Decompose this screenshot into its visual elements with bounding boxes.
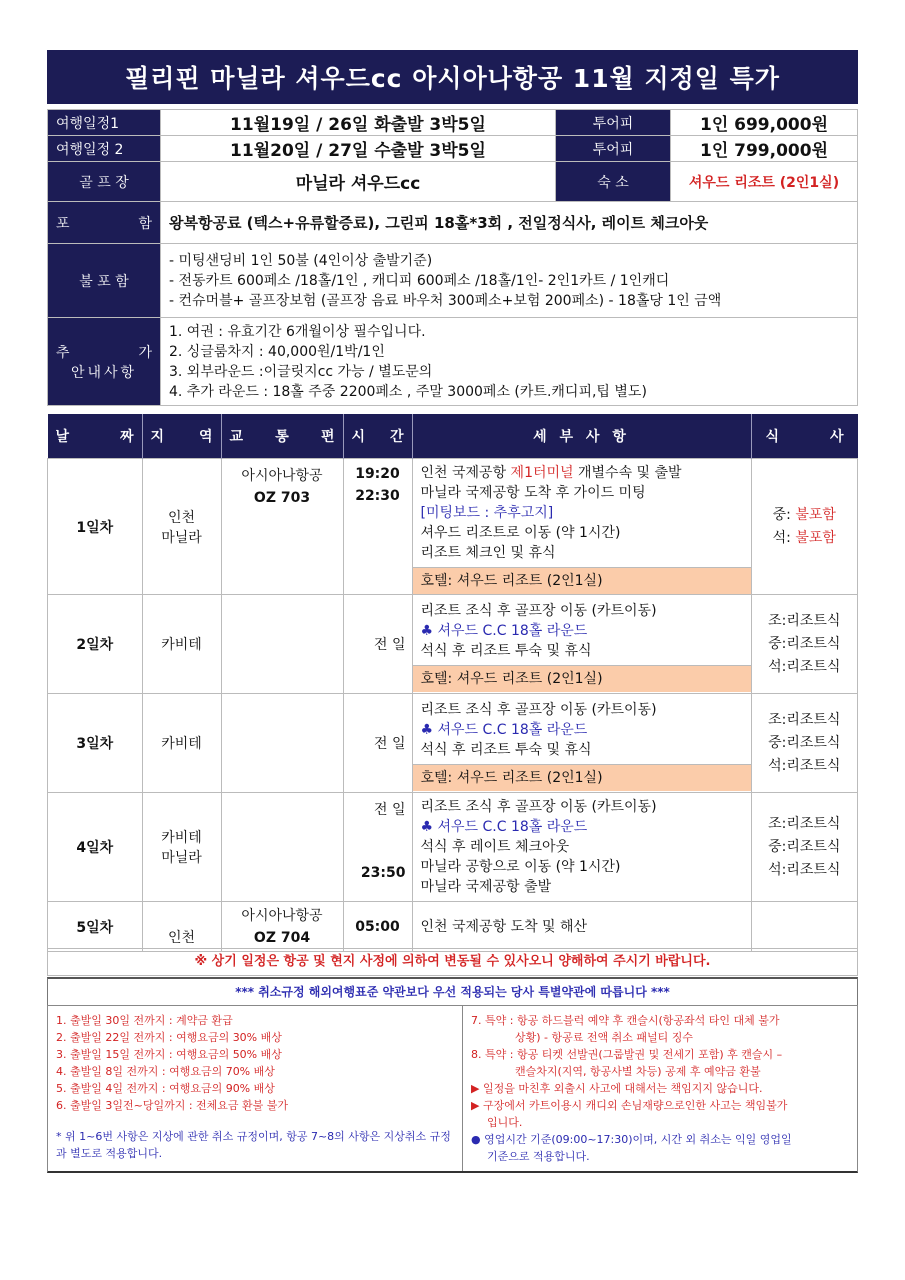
meals: 조:리조트식 중:리조트식 석:리조트식 xyxy=(751,793,858,902)
header-time: 시 간 xyxy=(343,414,412,459)
region: 인천 마닐라 xyxy=(142,459,221,595)
region: 인천 xyxy=(142,902,221,952)
meals: 조:리조트식 중:리조트식 석:리조트식 xyxy=(751,595,858,694)
extra-item: 3. 외부라운드 :이글릿지cc 가능 / 별도문의 xyxy=(169,363,433,380)
itinerary-table xyxy=(47,414,858,952)
transport xyxy=(221,793,343,902)
day-label: 3일차 xyxy=(48,694,143,793)
extra-item: 2. 싱글룸차지 : 40,000원/1박/1인 xyxy=(169,343,385,360)
schedule-change-notice: ※ 상기 일정은 항공 및 현지 사정에 의하여 변동될 수 있사오니 양해하여 주시기 바랍니다. xyxy=(47,948,858,976)
golf-value: 마닐라 셔우드cc xyxy=(161,162,556,202)
cancel-rule: 5. 출발일 4일 전까지 : 여행요금의 90% 배상 xyxy=(56,1082,275,1095)
exclude-label: 불 포 함 xyxy=(48,244,161,318)
details: 인천 국제공항 도착 및 해산 xyxy=(412,902,751,952)
day-label: 4일차 xyxy=(48,793,143,902)
time: 전 일 xyxy=(343,694,412,793)
cancellation-banner: *** 취소규정 해외여행표준 약관보다 우선 적용되는 당사 특별약관에 따릅니다 *** xyxy=(47,977,858,1006)
extra-item: 4. 추가 라운드 : 18홀 주중 2200페소 , 주말 3000페소 (카트.캐디피,팁 별도) xyxy=(169,383,647,400)
table-row xyxy=(48,595,858,694)
cancel-rule: 4. 출발일 8일 전까지 : 여행요금의 70% 배상 xyxy=(56,1065,275,1078)
day-label: 1일차 xyxy=(48,459,143,595)
details: 리조트 조식 후 골프장 이동 (카트이동) ♣ 셔우드 C.C 18홀 라운드 석식 후 리조트 투숙 및 휴식 호텔: 셔우드 리조트 (2인1실) xyxy=(412,694,751,793)
exclude-list xyxy=(161,244,858,318)
transport xyxy=(221,694,343,793)
header-meals: 식 사 xyxy=(765,429,844,445)
include-label: 포 함 xyxy=(48,202,161,244)
header-transport: 교 통 편 xyxy=(221,414,343,459)
lodging-value: 셔우드 리조트 (2인1실) xyxy=(671,162,858,202)
exclude-item: - 전동카트 600페소 /18홀/1인 , 캐디피 600페소 /18홀/1인- 2인1카트 / 1인캐디 xyxy=(169,272,670,289)
trip-info-table xyxy=(47,109,858,406)
extra-info-label: 추 가 안내사항 xyxy=(48,318,161,406)
cancel-rule: 2. 출발일 22일 전까지 : 여행요금의 30% 배상 xyxy=(56,1031,282,1044)
schedule1-value: 11월19일 / 26일 화출발 3박5일 xyxy=(161,110,556,136)
transport xyxy=(221,595,343,694)
details: 리조트 조식 후 골프장 이동 (카트이동) ♣ 셔우드 C.C 18홀 라운드 석식 후 리조트 투숙 및 휴식 호텔: 셔우드 리조트 (2인1실) xyxy=(412,595,751,694)
cancel-note: * 위 1~6번 사항은 지상에 관한 취소 규정이며, 항공 7~8의 사항은 지상취소 규정과 별도로 적용합니다. xyxy=(56,1130,451,1160)
day-label: 5일차 xyxy=(48,902,143,952)
region: 카비테 마닐라 xyxy=(142,793,221,902)
include-value: 왕복항공료 (텍스+유류할증료), 그린피 18홀*3회 , 전일정식사, 레이트 체크아웃 xyxy=(161,202,858,244)
exclude-item: - 미팅샌딩비 1인 50불 (4인이상 출발기준) xyxy=(169,252,433,269)
region: 카비테 xyxy=(142,694,221,793)
meals xyxy=(751,902,858,952)
special-cancellation-rules: 7. 특약 : 항공 하드블럭 예약 후 캔슬시(항공좌석 타인 대체 불가 상황) - 항공료 전액 취소 패널티 징수 8. 특약 : 항공 티켓 선발권(그룹발권 및 전세기 포함) 후 캔슬시 – 캔슬차지(지역, 항공사별 차등) 공제 후 예약금 환불 ▶ 일정을 마친후 외출시 사고에 대해서는 책임지지 않습니다. ▶ 구장에서 카트이용시 캐디외 손님재량으로인한 사고는 책임불가 입니다. ● 영업시간 기준(09:00~17:30)이며, 시간 외 취소는 익일 영업일 기준으로 적용합니다. xyxy=(471,1014,792,1163)
transport: 아시아나항공 OZ 703 xyxy=(221,459,343,595)
header-region: 지 역 xyxy=(142,414,221,459)
cancel-rule: 1. 출발일 30일 전까지 : 계약금 환급 xyxy=(56,1014,233,1027)
region: 카비테 xyxy=(142,595,221,694)
hotel-note: 호텔: 셔우드 리조트 (2인1실) xyxy=(413,764,751,791)
table-row xyxy=(48,694,858,793)
fee2-label: 투어피 xyxy=(556,136,671,162)
golf-label: 골 프 장 xyxy=(48,162,161,202)
ground-cancellation-rules xyxy=(48,1006,463,1171)
extra-item: 1. 여권 : 유효기간 6개월이상 필수입니다. xyxy=(169,323,426,340)
schedule2-label: 여행일정 2 xyxy=(48,136,161,162)
cancel-rule: 6. 출발일 3일전~당일까지 : 전체요금 환불 불가 xyxy=(56,1099,289,1112)
details: 인천 국제공항 제1터미널 개별수속 및 출발 마닐라 국제공항 도착 후 가이드 미팅 [미팅보드 : 추후고지] 셔우드 리조트로 이동 (약 1시간) 리조트 체크인 및 휴식 호텔: 셔우드 리조트 (2인1실) xyxy=(412,459,751,595)
lodging-label: 숙 소 xyxy=(556,162,671,202)
hotel-note: 호텔: 셔우드 리조트 (2인1실) xyxy=(413,567,751,594)
fee1-label: 투어피 xyxy=(556,110,671,136)
day-label: 2일차 xyxy=(48,595,143,694)
header-date: 날 짜 xyxy=(48,414,143,459)
header-details: 세 부 사 항 xyxy=(412,414,751,459)
details: 리조트 조식 후 골프장 이동 (카트이동) ♣ 셔우드 C.C 18홀 라운드 석식 후 레이트 체크아웃 마닐라 공항으로 이동 (약 1시간) 마닐라 국제공항 출발 xyxy=(412,793,751,902)
meals: 중: 불포함 석: 불포함 xyxy=(751,459,858,595)
extra-info-list xyxy=(161,318,858,406)
cancellation-policy xyxy=(47,1005,858,1173)
table-row xyxy=(48,793,858,902)
fee1-value: 1인 699,000원 xyxy=(671,110,858,136)
transport: 아시아나항공 OZ 704 xyxy=(221,902,343,952)
exclude-item: - 컨슈머블+ 골프장보험 (골프장 음료 바우처 300페소+보험 200페소) - 18홀당 1인 금액 xyxy=(169,292,722,309)
time: 전 일 xyxy=(343,595,412,694)
table-row xyxy=(48,902,858,952)
fee2-value: 1인 799,000원 xyxy=(671,136,858,162)
time: 05:00 xyxy=(343,902,412,952)
page-title: 필리핀 마닐라 셔우드cc 아시아나항공 11월 지정일 특가 xyxy=(47,50,858,104)
cancel-rule: 3. 출발일 15일 전까지 : 여행요금의 50% 배상 xyxy=(56,1048,282,1061)
hotel-note: 호텔: 셔우드 리조트 (2인1실) xyxy=(413,665,751,692)
schedule1-label: 여행일정1 xyxy=(48,110,161,136)
meals: 조:리조트식 중:리조트식 석:리조트식 xyxy=(751,694,858,793)
time: 전 일 23:50 xyxy=(343,793,412,902)
table-row xyxy=(48,459,858,595)
time: 19:20 22:30 xyxy=(343,459,412,595)
schedule2-value: 11월20일 / 27일 수출발 3박5일 xyxy=(161,136,556,162)
